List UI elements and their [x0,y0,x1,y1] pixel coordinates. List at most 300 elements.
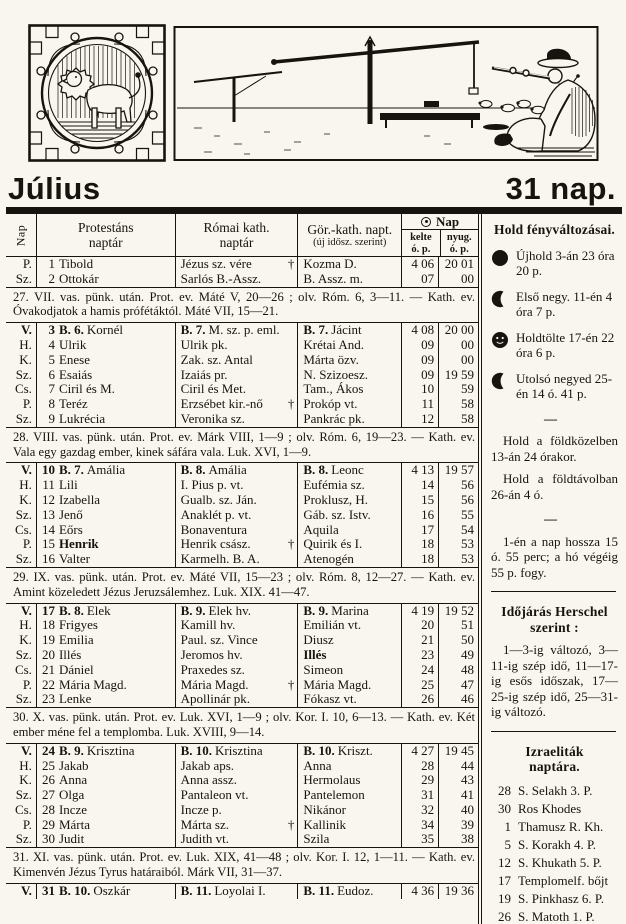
greek-catholic-name: Szila [303,832,329,846]
calendar-day-row [6,338,478,353]
first-quarter-icon [491,289,509,308]
new-moon-icon [491,248,509,267]
roman-catholic-name: Krisztina [215,744,263,758]
sunrise-time: 4 08 [401,323,438,338]
day-number: 5 [38,353,55,368]
moon-phase-list [491,248,622,402]
day-of-week: Sz. [6,412,36,427]
roman-catholic-name-cell [175,508,298,523]
sunset-time: 19 59 [438,368,478,383]
protestant-name: Enese [59,353,90,367]
greek-catholic-name-cell [297,832,401,847]
israelite-calendar-list [491,783,622,924]
week-row-group [6,744,478,848]
protestant-name-cell [36,818,175,833]
sunset-time: 20 01 [438,257,478,272]
sunset-time: 20 00 [438,323,478,338]
day-of-week: Sz. [6,508,36,523]
greek-catholic-name-cell [297,744,401,759]
sunset-time: 00 [438,353,478,368]
moon-phase-entry [491,289,622,320]
sunrise-time: 4 13 [401,463,438,478]
protestant-name: Olga [59,788,84,802]
protestant-name: Tibold [59,257,93,271]
calendar-day-row [6,832,478,847]
greek-catholic-name: B. Assz. m. [303,272,363,286]
greek-catholic-name-cell [297,773,401,788]
roman-catholic-name: I. Pius p. vt. [181,478,244,492]
header-protestant: Protestáns naptár [36,214,175,256]
protestant-name-cell [36,759,175,774]
greek-catholic-name: Prokóp vt. [303,397,357,411]
protestant-name-cell [36,368,175,383]
protestant-name-cell [36,803,175,818]
day-number: 13 [38,508,55,523]
sunday-prefix: B. 9. [303,604,328,618]
greek-catholic-name-cell [297,508,401,523]
sunrise-time: 09 [401,338,438,353]
sunrise-time: 31 [401,788,438,803]
roman-catholic-name-cell [175,663,298,678]
week-note: 28. VIII. vas. pünk. után. Prot. ev. Márk VIII, 1—9 ; olv. Róm. 6, 19—23. — Kath. ev. Vala egy gazdag ember, kinek sáfára vala. Luk. XVI, 1—9. [6,427,478,464]
israelite-day-text: Ros Khodes [518,801,622,817]
greek-catholic-name-cell [297,397,401,412]
calendar-day-row [6,648,478,663]
day-number: 7 [38,382,55,397]
greek-catholic-name-cell [297,803,401,818]
sunrise-time: 32 [401,803,438,818]
greek-catholic-name-cell [297,552,401,567]
week-note: 30. X. vas. pünk. után. Prot. ev. Luk. XVI, 1—9 ; olv. Kor. I. 10, 6—13. — Kath. ev. Két ember méne fel a templomba. Luk. XVIII, 9—14. [6,707,478,744]
sunday-prefix: B. 7. [59,463,84,477]
protestant-name: Márta [59,818,90,832]
protestant-name: Oszkár [93,884,130,898]
sunset-time: 41 [438,788,478,803]
greek-catholic-name: Kallinik [303,818,346,832]
sunrise-time: 15 [401,493,438,508]
sunrise-time: 11 [401,397,438,412]
protestant-name: Henrik [59,537,99,551]
protestant-name: Lukrécia [59,412,105,426]
greek-catholic-name: Marina [331,604,369,618]
greek-catholic-name: Anna [303,759,331,773]
day-number: 12 [38,493,55,508]
moon-phase-text: Újhold 3-án 23 óra 20 p. [516,248,622,279]
roman-catholic-name-cell [175,338,298,353]
moon-phase-entry [491,330,622,361]
sunset-time: 56 [438,493,478,508]
sunset-time: 19 57 [438,463,478,478]
greek-catholic-name-cell [297,818,401,833]
israelite-day-number: 5 [491,837,511,853]
sunrise-time: 26 [401,692,438,707]
calendar-day-row [6,537,478,552]
title-row [6,166,622,204]
day-number: 8 [38,397,55,412]
sunset-time: 46 [438,692,478,707]
header-greek-catholic: Gör.-kath. napt. (új idősz. szerint) [297,214,401,256]
sunrise-time: 25 [401,678,438,693]
roman-catholic-name-cell [175,523,298,538]
greek-catholic-name: Kozma D. [303,257,356,271]
greek-catholic-name-cell [297,463,401,478]
israelite-day-text: S. Selakh 3. P. [518,783,622,799]
protestant-name: Jakab [59,759,89,773]
calendar-day-row [6,818,478,833]
calendar-day-row [6,412,478,427]
week-row-group [6,604,478,708]
header-day-col: Nap [6,214,36,256]
calendar-day-row [6,744,478,759]
day-of-week: V. [6,884,36,899]
sunset-time: 51 [438,618,478,633]
greek-catholic-name-cell [297,493,401,508]
calendar-day-row [6,788,478,803]
day-number: 22 [38,678,55,693]
protestant-name-cell [36,648,175,663]
roman-catholic-name-cell [175,832,298,847]
protestant-name-cell [36,832,175,847]
week-row-group [6,884,478,899]
roman-catholic-name: Elek hv. [209,604,251,618]
sunset-time: 58 [438,397,478,412]
sunrise-time: 14 [401,478,438,493]
last-quarter-icon [491,371,509,390]
greek-catholic-name-cell [297,618,401,633]
fast-day-dagger: † [288,397,295,412]
greek-catholic-name-cell [297,382,401,397]
day-number: 4 [38,338,55,353]
sunset-time: 53 [438,552,478,567]
roman-catholic-name-cell [175,618,298,633]
greek-catholic-name: Quirik és I. [303,537,362,551]
sunset-time: 19 45 [438,744,478,759]
roman-catholic-name-cell [175,759,298,774]
protestant-name: Lili [59,478,78,492]
greek-catholic-name-cell [297,759,401,774]
day-of-week: Cs. [6,382,36,397]
calendar-day-row [6,257,478,272]
protestant-name: Ottokár [59,272,99,286]
protestant-name-cell [36,692,175,707]
calendar-day-row [6,773,478,788]
day-number: 2 [38,272,55,287]
greek-catholic-name: Kriszt. [338,744,373,758]
greek-catholic-name: Diusz [303,633,333,647]
sunset-time: 39 [438,818,478,833]
roman-catholic-name: Márta sz. [181,818,229,832]
israelite-day-text: S. Korakh 4. P. [518,837,622,853]
roman-catholic-name-cell [175,368,298,383]
header-sun: Nap kelte ó. p. nyug. ó. p. [401,214,478,256]
sidebar [481,214,622,924]
header-sunset: nyug. ó. p. [440,230,478,256]
roman-catholic-name-cell [175,604,298,619]
day-number: 27 [38,788,55,803]
moon-phase-text: Első negy. 11-én 4 óra 7 p. [516,289,622,320]
sunrise-time: 24 [401,663,438,678]
calendar-day-row [6,663,478,678]
sunrise-time: 09 [401,368,438,383]
israelite-day-text: Thamusz R. Kh. [518,819,622,835]
sunrise-time: 23 [401,648,438,663]
days-count-label: 31 nap. [506,173,616,204]
sunset-time: 38 [438,832,478,847]
israelite-day-text: S. Khukath 5. P. [518,855,622,871]
roman-catholic-name-cell [175,744,298,759]
sun-icon [421,217,431,227]
protestant-name: Lenke [59,692,91,706]
protestant-name: Judit [59,832,84,846]
day-number: 16 [38,552,55,567]
roman-catholic-name-cell [175,884,298,899]
greek-catholic-name-cell [297,537,401,552]
greek-catholic-name: Pantelemon [303,788,364,802]
protestant-name: Ulrik [59,338,86,352]
protestant-name-cell [36,353,175,368]
protestant-name-cell [36,272,175,287]
greek-catholic-name-cell [297,788,401,803]
protestant-name-cell [36,633,175,648]
day-number: 19 [38,633,55,648]
protestant-name: Emilia [59,633,94,647]
leo-zodiac-panel [30,26,165,161]
roman-catholic-name: Praxedes sz. [181,663,245,677]
greek-catholic-name: Mária Magd. [303,678,371,692]
greek-catholic-name: Aquila [303,523,338,537]
roman-catholic-name: Kamill hv. [181,618,236,632]
roman-catholic-name: Jézus sz. vére [181,257,252,271]
greek-catholic-name: Leonc [331,463,363,477]
sunday-prefix: B. 7. [303,323,328,337]
roman-catholic-name: Mária Magd. [181,678,249,692]
protestant-name-cell [36,537,175,552]
day-number: 3 [38,323,55,338]
calendar-day-row [6,523,478,538]
israelite-calendar-entry [491,891,622,907]
day-number: 29 [38,818,55,833]
calendar-day-row [6,803,478,818]
greek-catholic-name-cell [297,338,401,353]
sunrise-time: 4 36 [401,884,438,899]
sunday-prefix: B. 10. [59,884,90,898]
calendar-day-row [6,508,478,523]
roman-catholic-name: Ulrik pk. [181,338,228,352]
moon-apogee-note: Hold a földtávolban 26-án 4 ó. [491,471,618,502]
header-roman-catholic: Római kath. naptár [175,214,298,256]
table-body [6,257,478,899]
greek-catholic-name-cell [297,478,401,493]
roman-catholic-name-cell [175,397,298,412]
israelite-day-text: Templomelf. bőjt [518,873,622,889]
week-row-group [6,463,478,567]
day-number: 1 [38,257,55,272]
greek-catholic-name: Jácint [331,323,361,337]
protestant-name: Illés [59,648,81,662]
roman-catholic-name: Anna assz. [181,773,237,787]
day-of-week: Sz. [6,272,36,287]
greek-catholic-name: Atenogén [303,552,354,566]
calendar-day-row [6,323,478,338]
day-number: 21 [38,663,55,678]
header-sunrise: kelte ó. p. [402,230,439,256]
roman-catholic-name: Paul. sz. Vince [181,633,258,647]
main-content [6,214,622,924]
day-of-week: Sz. [6,368,36,383]
roman-catholic-name: Erzsébet kir.-nő [181,397,263,411]
sunday-prefix: B. 9. [59,744,84,758]
day-of-week: P. [6,537,36,552]
roman-catholic-name: Henrik csász. [181,537,251,551]
roman-catholic-name: Amália [209,463,247,477]
shepherd-figure [492,49,595,156]
protestant-name-cell [36,397,175,412]
day-of-week: K. [6,633,36,648]
day-number: 11 [38,478,55,493]
day-of-week: K. [6,773,36,788]
protestant-name: Amália [87,463,125,477]
protestant-name: Valter [59,552,90,566]
sunset-time: 00 [438,338,478,353]
israelite-day-number: 12 [491,855,511,871]
day-number: 14 [38,523,55,538]
day-of-week: H. [6,759,36,774]
sunrise-time: 18 [401,537,438,552]
moon-phases-title: Hold fényváltozásai. [491,222,618,238]
protestant-name-cell [36,382,175,397]
israelite-day-number: 1 [491,819,511,835]
protestant-name: Krisztina [87,744,135,758]
greek-catholic-name-cell [297,272,401,287]
day-number: 24 [38,744,55,759]
weather-title: Időjárás Herschel szerint : [491,604,618,635]
greek-catholic-name-cell [297,884,401,899]
sunrise-time: 20 [401,618,438,633]
sunset-time: 50 [438,633,478,648]
day-of-week: V. [6,604,36,619]
protestant-name: Teréz [59,397,88,411]
protestant-name-cell [36,412,175,427]
protestant-name: Jenő [59,508,83,522]
sunrise-time: 18 [401,552,438,567]
day-of-week: P. [6,257,36,272]
weather-forecast: 1—3-ig változó, 3—11-ig szép idő, 11—17-ig esős időszak, 17—25-ig szép idő, 25—31-ig változó. [491,642,618,720]
greek-catholic-name: Proklusz, H. [303,493,368,507]
table-header [6,214,478,257]
protestant-name-cell [36,604,175,619]
roman-catholic-name-cell [175,788,298,803]
roman-catholic-name-cell [175,818,298,833]
roman-catholic-name: M. sz. p. eml. [209,323,280,337]
day-number: 18 [38,618,55,633]
sidebar-divider [491,731,616,732]
sunset-time: 56 [438,478,478,493]
greek-catholic-name-cell [297,257,401,272]
greek-catholic-name-cell [297,323,401,338]
protestant-name-cell [36,463,175,478]
day-number: 30 [38,832,55,847]
israelite-day-number: 28 [491,783,511,799]
greek-catholic-name-cell [297,692,401,707]
sidebar-divider [491,591,616,592]
roman-catholic-name-cell [175,648,298,663]
sunrise-time: 12 [401,412,438,427]
day-of-week: Sz. [6,648,36,663]
day-of-week: V. [6,744,36,759]
greek-catholic-name: Eudoz. [337,884,373,898]
full-moon-icon [491,330,509,349]
day-number: 6 [38,368,55,383]
protestant-name-cell [36,663,175,678]
protestant-name-cell [36,618,175,633]
greek-catholic-name: Márta özv. [303,353,358,367]
section-dash: — [491,511,610,527]
day-number: 20 [38,648,55,663]
sunset-time: 43 [438,773,478,788]
protestant-name: Ciril és M. [59,382,115,396]
roman-catholic-name: Ciril és Met. [181,382,246,396]
week-row-group [6,323,478,427]
day-of-week: K. [6,493,36,508]
greek-catholic-name: Hermolaus [303,773,360,787]
protestant-name-cell [36,338,175,353]
greek-catholic-name-cell [297,648,401,663]
protestant-name: Kornél [87,323,123,337]
sunrise-time: 07 [401,272,438,287]
calendar-day-row [6,272,478,287]
roman-catholic-name: Karmelh. B. A. [181,552,260,566]
day-number: 26 [38,773,55,788]
month-title: Július [8,173,101,204]
roman-catholic-name-cell [175,493,298,508]
day-number: 25 [38,759,55,774]
greek-catholic-name: Eufémia sz. [303,478,364,492]
roman-catholic-name: Loyolai I. [214,884,265,898]
israelite-calendar-entry [491,873,622,889]
roman-catholic-name-cell [175,633,298,648]
day-of-week: Cs. [6,803,36,818]
day-of-week: Sz. [6,552,36,567]
moon-phase-text: Utolsó negyed 25-én 14 ó. 41 p. [516,371,622,402]
lion-figure [58,68,141,128]
roman-catholic-name-cell [175,692,298,707]
week-row-group [6,257,478,287]
roman-catholic-name: Sarlós B.-Assz. [181,272,262,286]
sunday-prefix: B. 11. [181,884,212,898]
roman-catholic-name: Jeromos hv. [181,648,243,662]
sunset-time: 19 36 [438,884,478,899]
protestant-name-cell [36,773,175,788]
sunrise-time: 16 [401,508,438,523]
calendar-day-row [6,604,478,619]
calendar-day-row [6,463,478,478]
roman-catholic-name: Veronika sz. [181,412,245,426]
calendar-day-row [6,353,478,368]
sunset-time: 00 [438,272,478,287]
sunset-time: 48 [438,663,478,678]
greek-catholic-name-cell [297,678,401,693]
roman-catholic-name-cell [175,803,298,818]
roman-catholic-name-cell [175,382,298,397]
sunrise-time: 17 [401,523,438,538]
sunday-prefix: B. 11. [303,884,334,898]
protestant-name: Mária Magd. [59,678,127,692]
day-of-week: Sz. [6,692,36,707]
israelite-day-text: S. Matoth 1. P. [518,909,622,924]
fast-day-dagger: † [288,678,295,693]
protestant-name-cell [36,744,175,759]
calendar-table [6,214,479,924]
